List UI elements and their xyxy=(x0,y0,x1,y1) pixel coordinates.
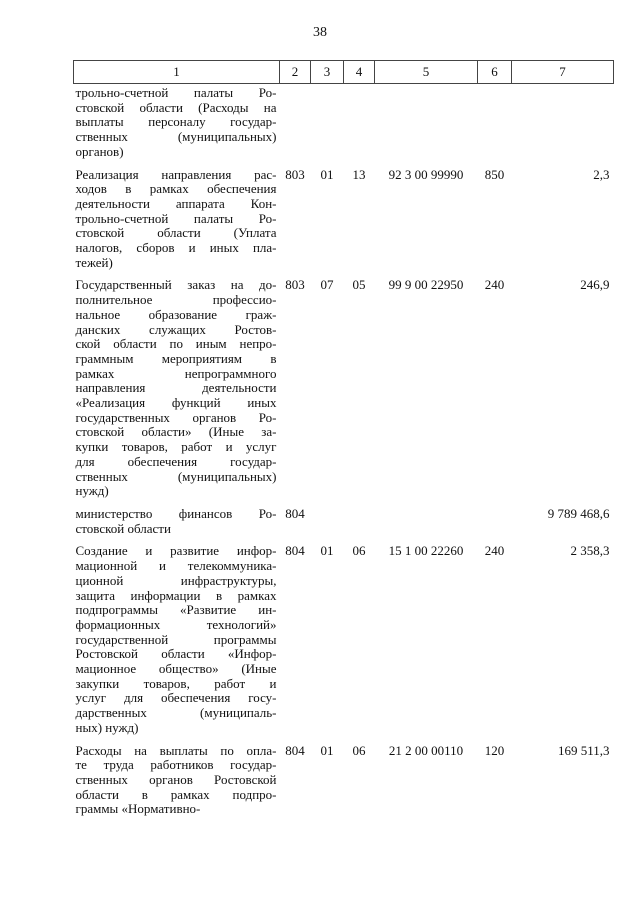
description-line: государственных органов Ро- xyxy=(75,409,277,425)
section-code: 01 xyxy=(320,742,334,758)
amount: 246,9 xyxy=(580,277,610,293)
table-row xyxy=(74,84,614,168)
subsection-code xyxy=(344,507,375,544)
column-header: 3 xyxy=(311,61,344,84)
description-line: деятельности аппарата Кон- xyxy=(75,195,277,211)
budget-table xyxy=(73,60,614,825)
ministry-code: 804 xyxy=(285,505,305,521)
ministry-code xyxy=(280,84,311,168)
table-row xyxy=(74,278,614,507)
amount: 2 358,3 xyxy=(570,543,610,559)
table-row xyxy=(74,168,614,279)
row-description xyxy=(74,544,280,743)
target-article-code: 21 2 00 00110 xyxy=(388,742,464,758)
description-line: трольно-счетной палаты Ро- xyxy=(75,210,277,226)
column-header: 4 xyxy=(344,61,375,84)
target-article-code: 92 3 00 99990 xyxy=(388,166,464,182)
expense-type-code: 240 xyxy=(484,277,505,293)
target-article-code: 15 1 00 22260 xyxy=(388,543,464,559)
column-header: 1 xyxy=(74,61,280,84)
ministry-code: 804 xyxy=(285,543,305,559)
description-line: нужд) xyxy=(75,483,109,499)
description-line: формационных технологий» xyxy=(75,616,277,632)
description-line: ственных органов Ростовской xyxy=(75,771,277,787)
description-line: дарственных (муниципаль- xyxy=(75,705,277,721)
section-code: 01 xyxy=(320,543,334,559)
description-line: трольно-счетной палаты Ро- xyxy=(75,85,277,100)
description-line: купки товаров, работ и услуг xyxy=(75,439,277,455)
description-line: нальное образование граж- xyxy=(75,306,277,322)
description-line: закупки товаров, работ и xyxy=(75,675,277,691)
description-line: Реализация направления рас- xyxy=(75,166,277,182)
description-line: ственных (муниципальных) xyxy=(75,468,277,484)
section-code: 07 xyxy=(320,277,334,293)
description-line: ных) нужд) xyxy=(75,719,139,735)
subsection-code: 06 xyxy=(352,543,366,559)
row-description xyxy=(74,84,280,168)
table-row xyxy=(74,507,614,544)
description-line: органов) xyxy=(75,143,124,159)
ministry-code: 803 xyxy=(285,166,305,182)
description-line: ционной инфраструктуры, xyxy=(75,572,277,588)
row-description xyxy=(74,507,280,544)
description-line: Создание и развитие инфор- xyxy=(75,543,277,559)
description-line: ской области по иным непро- xyxy=(75,336,277,352)
section-code: 01 xyxy=(320,166,334,182)
target-article-code xyxy=(375,84,478,168)
column-number-row xyxy=(74,61,614,84)
amount: 9 789 468,6 xyxy=(547,505,610,521)
description-line: области в рамках подпро- xyxy=(75,786,277,802)
description-line: рамках непрограммного xyxy=(75,365,277,381)
description-line: те труда работников государ- xyxy=(75,757,277,773)
description-line: Расходы на выплаты по опла- xyxy=(75,742,277,758)
description-line: для обеспечения государ- xyxy=(75,453,277,469)
description-line: тежей) xyxy=(75,254,113,270)
description-line: мационное общество» (Иные xyxy=(75,661,277,677)
expense-type-code xyxy=(478,507,512,544)
subsection-code xyxy=(344,84,375,168)
page-number: 38 xyxy=(313,25,327,40)
description-line: стовской области» (Иные за- xyxy=(75,424,277,440)
description-line: налогов, сборов и иных пла- xyxy=(75,240,277,256)
amount xyxy=(512,84,614,168)
expense-type-code: 120 xyxy=(484,742,505,758)
expense-type-code: 850 xyxy=(484,166,505,182)
table-row xyxy=(74,744,614,826)
description-line: выплаты персоналу государ- xyxy=(75,114,277,130)
subsection-code: 05 xyxy=(352,277,366,293)
description-line: полнительное профессио- xyxy=(75,292,277,308)
description-line: Ростовской области «Инфор- xyxy=(75,646,277,662)
description-line: услуг для обеспечения госу- xyxy=(75,690,277,706)
amount: 169 511,3 xyxy=(557,742,610,758)
expense-type-code: 240 xyxy=(484,543,505,559)
description-line: данских служащих Ростов- xyxy=(75,321,277,337)
description-line: подпрограммы «Развитие ин- xyxy=(75,602,277,618)
description-line: граммным мероприятиям в xyxy=(75,350,277,366)
column-header: 6 xyxy=(478,61,512,84)
column-header: 7 xyxy=(512,61,614,84)
ministry-code: 803 xyxy=(285,277,305,293)
description-line: мационной и телекоммуника- xyxy=(75,558,277,574)
row-description xyxy=(74,744,280,826)
description-line: государственной программы xyxy=(75,631,277,647)
amount: 2,3 xyxy=(593,166,610,182)
description-line: стовской области (Уплата xyxy=(75,225,277,241)
target-article-code xyxy=(375,507,478,544)
expense-type-code xyxy=(478,84,512,168)
column-header: 2 xyxy=(280,61,311,84)
description-line: Государственный заказ на до- xyxy=(75,277,277,293)
row-description xyxy=(74,278,280,507)
ministry-code: 804 xyxy=(285,742,305,758)
column-header: 5 xyxy=(375,61,478,84)
section-code xyxy=(311,84,344,168)
table-body xyxy=(74,84,614,826)
subsection-code: 06 xyxy=(352,742,366,758)
description-line: «Реализация функций иных xyxy=(75,395,277,411)
description-line: защита информации в рамках xyxy=(75,587,277,603)
target-article-code: 99 9 00 22950 xyxy=(388,277,464,293)
description-line: стовской области xyxy=(75,520,171,536)
table-row xyxy=(74,544,614,743)
row-description xyxy=(74,168,280,279)
description-line: стовской области (Расходы на xyxy=(75,99,277,115)
description-line: ственных (муниципальных) xyxy=(75,129,277,145)
description-line: направления деятельности xyxy=(75,380,277,396)
description-line: граммы «Нормативно- xyxy=(75,801,201,817)
subsection-code: 13 xyxy=(352,166,366,182)
description-line: ходов в рамках обеспечения xyxy=(75,181,277,197)
section-code xyxy=(311,507,344,544)
description-line: министерство финансов Ро- xyxy=(75,505,277,521)
